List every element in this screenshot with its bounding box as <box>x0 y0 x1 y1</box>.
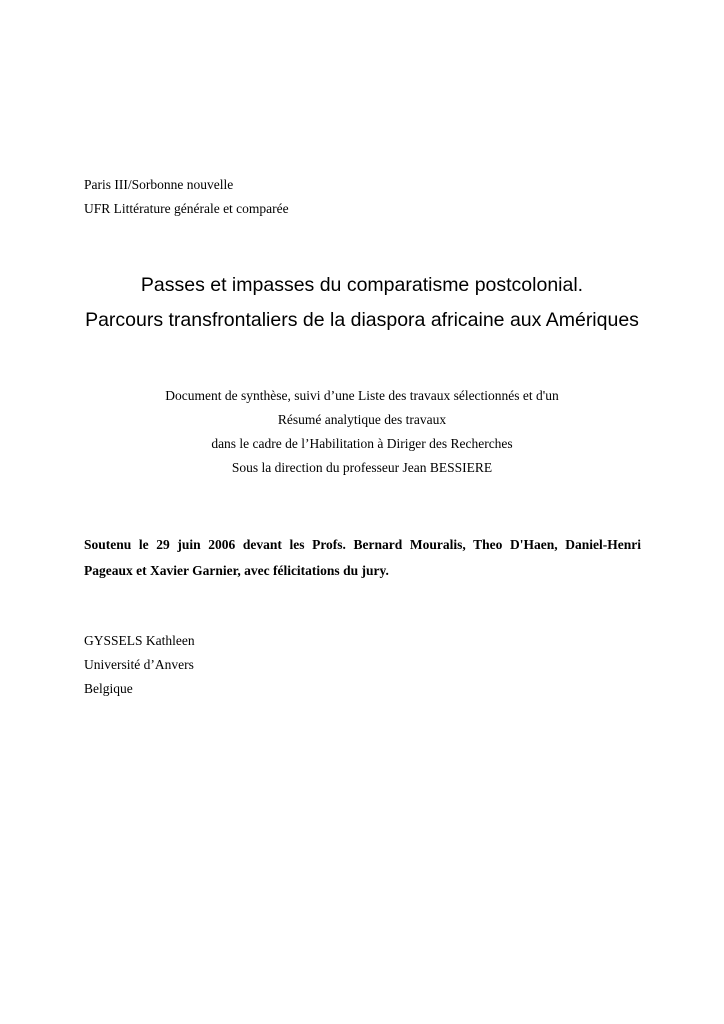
title-line-2: Parcours transfrontaliers de la diaspora africaine aux Amériques <box>85 309 639 331</box>
defense-paragraph <box>84 532 641 584</box>
defense-line-1: Soutenu le 29 juin 2006 devant les Profs. Bernard Mouralis, Theo D'Haen, Daniel-Henri <box>84 537 641 552</box>
author-name: GYSSELS Kathleen <box>84 633 195 648</box>
description-line-2: Résumé analytique des travaux <box>277 412 447 427</box>
description-line-3: dans le cadre de l’Habilitation à Diriger des Recherches <box>211 436 513 451</box>
description-line-1: Document de synthèse, suivi d’une Liste des travaux sélectionnés et d'un <box>165 388 559 403</box>
description-line-4: Sous la direction du professeur Jean BESSIERE <box>231 460 493 475</box>
defense-line-2: Pageaux et Xavier Garnier, avec félicitations du jury. <box>84 563 389 578</box>
title-line-1: Passes et impasses du comparatisme postcolonial. <box>140 274 584 296</box>
institution-line: Paris III/Sorbonne nouvelle <box>84 177 234 192</box>
author-country: Belgique <box>84 681 133 696</box>
author-university: Université d’Anvers <box>84 657 194 672</box>
department-line: UFR Littérature générale et comparée <box>84 201 289 216</box>
